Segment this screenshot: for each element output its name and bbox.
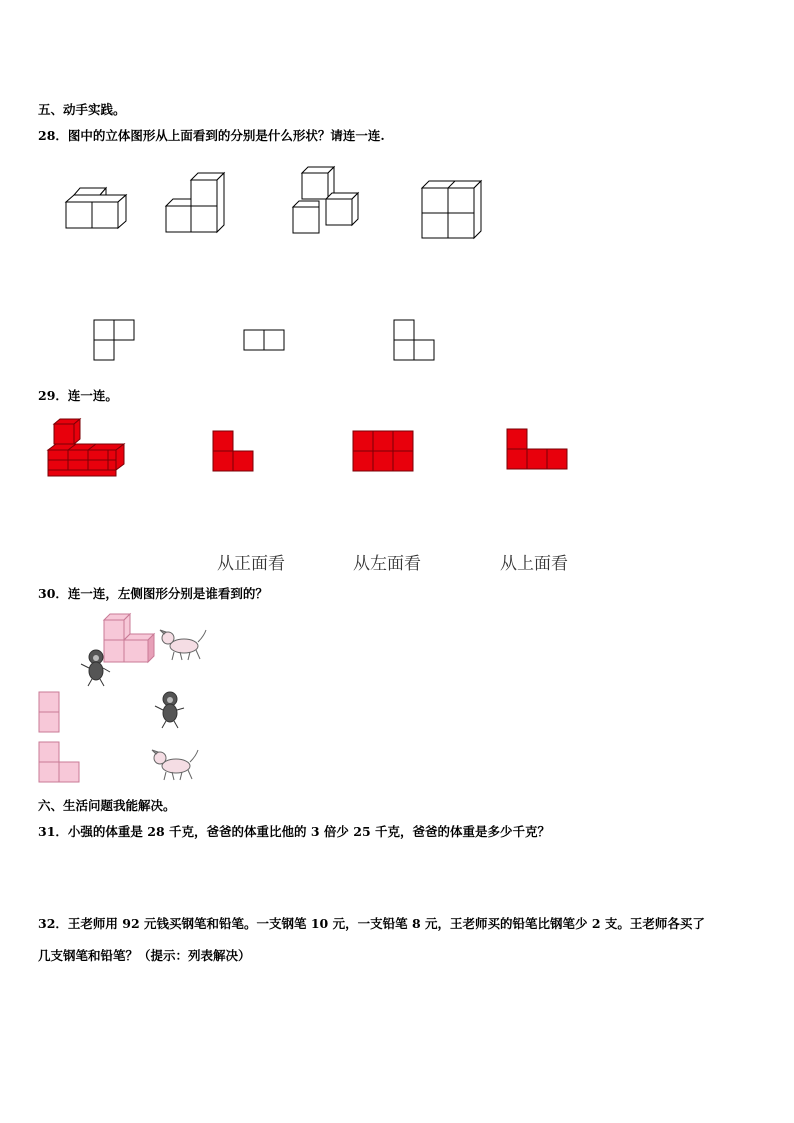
question-32-line-2: 几支钢笔和铅笔？（提示：列表解决） — [38, 948, 251, 963]
view-label-top: 从上面看 — [500, 554, 568, 574]
q28-top-view-3 — [392, 318, 438, 362]
q28-solid-1 — [60, 185, 130, 235]
q30-view-l-shape — [37, 740, 83, 786]
q28-solid-4 — [418, 178, 484, 242]
q29-view-b — [350, 428, 416, 474]
monkey-icon — [152, 690, 188, 730]
question-29-text: 29．连一连。 — [38, 388, 118, 403]
q29-view-a — [210, 428, 258, 474]
section-6-heading: 六、生活问题我能解决。 — [38, 798, 176, 813]
q28-solid-2 — [162, 170, 232, 238]
question-31-text: 31．小强的体重是 28 千克，爸爸的体重比他的 3 倍少 25 千克，爸爸的体重是多少千克？ — [38, 824, 550, 839]
q29-view-c — [504, 426, 572, 472]
question-28-text: 28．图中的立体图形从上面看到的分别是什么形状？请连一连. — [38, 128, 385, 143]
question-30-text: 30．连一连，左侧图形分别是谁看到的？ — [38, 586, 268, 601]
q28-solid-3 — [290, 165, 362, 237]
question-32-line-1: 32．王老师用 92 元钱买钢笔和铅笔。一支钢笔 10 元，一支铅笔 8 元，王老师买的铅笔比钢笔少 2 支。王老师各买了 — [38, 916, 705, 931]
monkey-icon — [78, 648, 114, 688]
q28-top-view-1 — [92, 318, 138, 362]
q29-red-solid — [44, 416, 128, 480]
dog-icon — [150, 746, 202, 784]
section-5-heading: 五、动手实践。 — [38, 102, 126, 117]
q28-top-view-2 — [242, 328, 288, 352]
dog-icon — [158, 626, 210, 664]
view-label-left: 从左面看 — [353, 554, 421, 574]
q30-view-column — [37, 690, 63, 736]
view-label-front: 从正面看 — [217, 554, 285, 574]
